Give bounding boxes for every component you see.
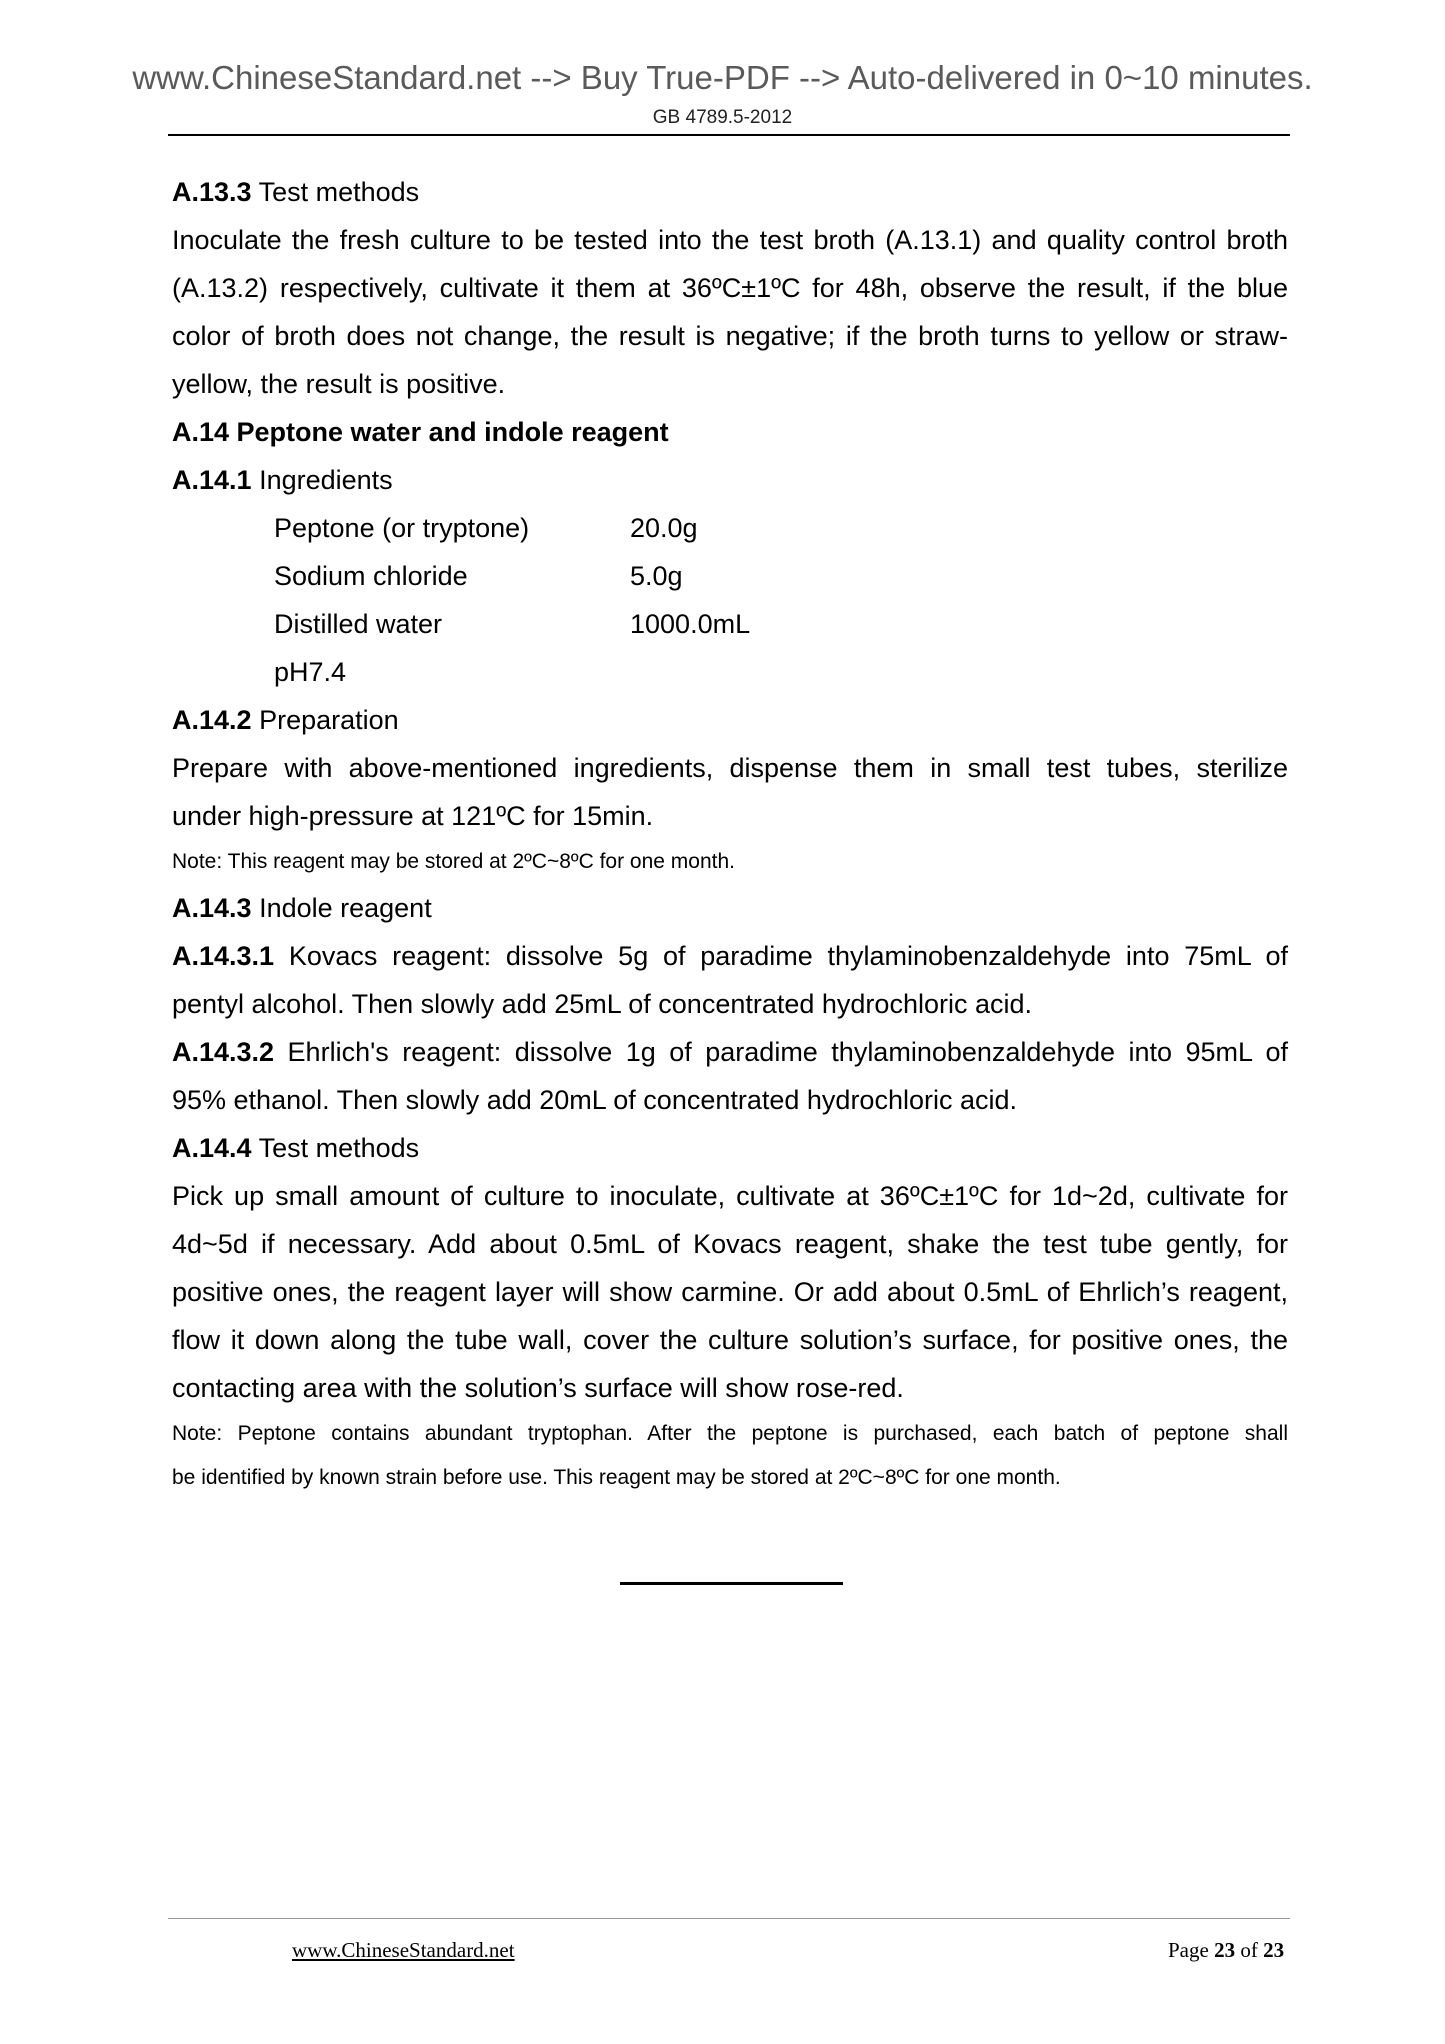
paragraph-line: pentyl alcohol. Then slowly add 25mL of concentrated hydrochloric acid. xyxy=(172,989,1032,1019)
ingredient-row xyxy=(172,552,1288,600)
page-current: 23 xyxy=(1214,1938,1236,1962)
page-number xyxy=(1168,1938,1284,1963)
note: Note: This reagent may be stored at 2ºC~8ºC for one month. xyxy=(172,850,736,873)
ingredient-row xyxy=(172,600,1288,648)
ingredient-amount: 1000.0mL xyxy=(630,609,751,639)
paragraph-line: 4d~5d if necessary. Add about 0.5mL of Kovacs reagent, shake the test tube gently, for xyxy=(172,1229,1288,1259)
section-title: Ingredients xyxy=(251,465,393,495)
document-body xyxy=(172,168,1288,1500)
ingredient-name: Distilled water xyxy=(274,609,443,639)
note: Note: Peptone contains abundant tryptophan. After the peptone is purchased, each batch of peptone shall xyxy=(172,1422,1288,1445)
section-title: Indole reagent xyxy=(251,893,432,923)
ingredient-name: Sodium chloride xyxy=(274,561,468,591)
note: be identified by known strain before use. This reagent may be stored at 2ºC~8ºC for one month. xyxy=(172,1466,1061,1489)
paragraph-line: under high-pressure at 121ºC for 15min. xyxy=(172,801,654,831)
section-a13-3-heading xyxy=(172,168,1288,216)
ingredient-row xyxy=(172,504,1288,552)
paragraph-line: flow it down along the tube wall, cover the culture solution’s surface, for positive ones, the xyxy=(172,1325,1288,1355)
section-number: A.14.2 xyxy=(172,705,252,735)
section-number: A.14.4 xyxy=(172,1133,252,1163)
header-divider xyxy=(168,134,1290,136)
ingredient-row xyxy=(172,648,1288,696)
section-a14-3-heading xyxy=(172,884,1288,932)
section-a14-1-heading xyxy=(172,456,1288,504)
section-number: A.14.3.1 xyxy=(172,941,275,971)
end-of-document-rule xyxy=(620,1582,843,1585)
section-a14-4-heading xyxy=(172,1124,1288,1172)
section-a14-2-heading xyxy=(172,696,1288,744)
paragraph-line: color of broth does not change, the result is negative; if the broth turns to yellow or straw- xyxy=(172,321,1288,351)
section-a14-3-1-line xyxy=(172,932,1288,980)
footer-divider xyxy=(168,1918,1290,1919)
page-mid: of xyxy=(1235,1938,1264,1962)
paragraph-line: Prepare with above-mentioned ingredients, dispense them in small test tubes, sterilize xyxy=(172,753,1288,783)
paragraph-line: yellow, the result is positive. xyxy=(172,369,506,399)
section-number: A.13.3 xyxy=(172,177,252,207)
section-a14-heading: A.14 Peptone water and indole reagent xyxy=(172,417,669,447)
paragraph-line: 95% ethanol. Then slowly add 20mL of concentrated hydrochloric acid. xyxy=(172,1085,1018,1115)
standard-code: GB 4789.5-2012 xyxy=(652,107,793,128)
ingredient-amount: 5.0g xyxy=(630,561,683,591)
page-prefix: Page xyxy=(1168,1938,1215,1962)
paragraph-line: (A.13.2) respectively, cultivate it them at 36ºC±1ºC for 48h, observe the result, if the blue xyxy=(172,273,1288,303)
section-number: A.14.1 xyxy=(172,465,252,495)
paragraph-line: Pick up small amount of culture to inoculate, cultivate at 36ºC±1ºC for 1d~2d, cultivate for xyxy=(172,1181,1288,1211)
ingredient-amount: 20.0g xyxy=(630,513,698,543)
paragraph-line: positive ones, the reagent layer will show carmine. Or add about 0.5mL of Ehrlich’s reagent, xyxy=(172,1277,1288,1307)
section-title: Test methods xyxy=(251,177,420,207)
section-a14-3-2-line xyxy=(172,1028,1288,1076)
paragraph-line: contacting area with the solution’s surface will show rose-red. xyxy=(172,1373,904,1403)
paragraph-text: Kovacs reagent: dissolve 5g of paradime thylaminobenzaldehyde into 75mL of xyxy=(274,941,1288,971)
page-total: 23 xyxy=(1263,1938,1285,1962)
section-number: A.14.3 xyxy=(172,893,252,923)
section-title: Preparation xyxy=(251,705,399,735)
paragraph-line: Inoculate the fresh culture to be tested into the test broth (A.13.1) and quality control broth xyxy=(172,225,1288,255)
ingredient-name: pH7.4 xyxy=(274,657,347,687)
ingredient-name: Peptone (or tryptone) xyxy=(274,513,530,543)
section-number: A.14.3.2 xyxy=(172,1037,275,1067)
header-banner: www.ChineseStandard.net --> Buy True-PDF --> Auto-delivered in 0~10 minutes. xyxy=(132,59,1313,96)
footer-website-link[interactable]: www.ChineseStandard.net xyxy=(292,1938,515,1962)
paragraph-text: Ehrlich's reagent: dissolve 1g of paradime thylaminobenzaldehyde into 95mL of xyxy=(274,1037,1288,1067)
section-title: Test methods xyxy=(251,1133,420,1163)
